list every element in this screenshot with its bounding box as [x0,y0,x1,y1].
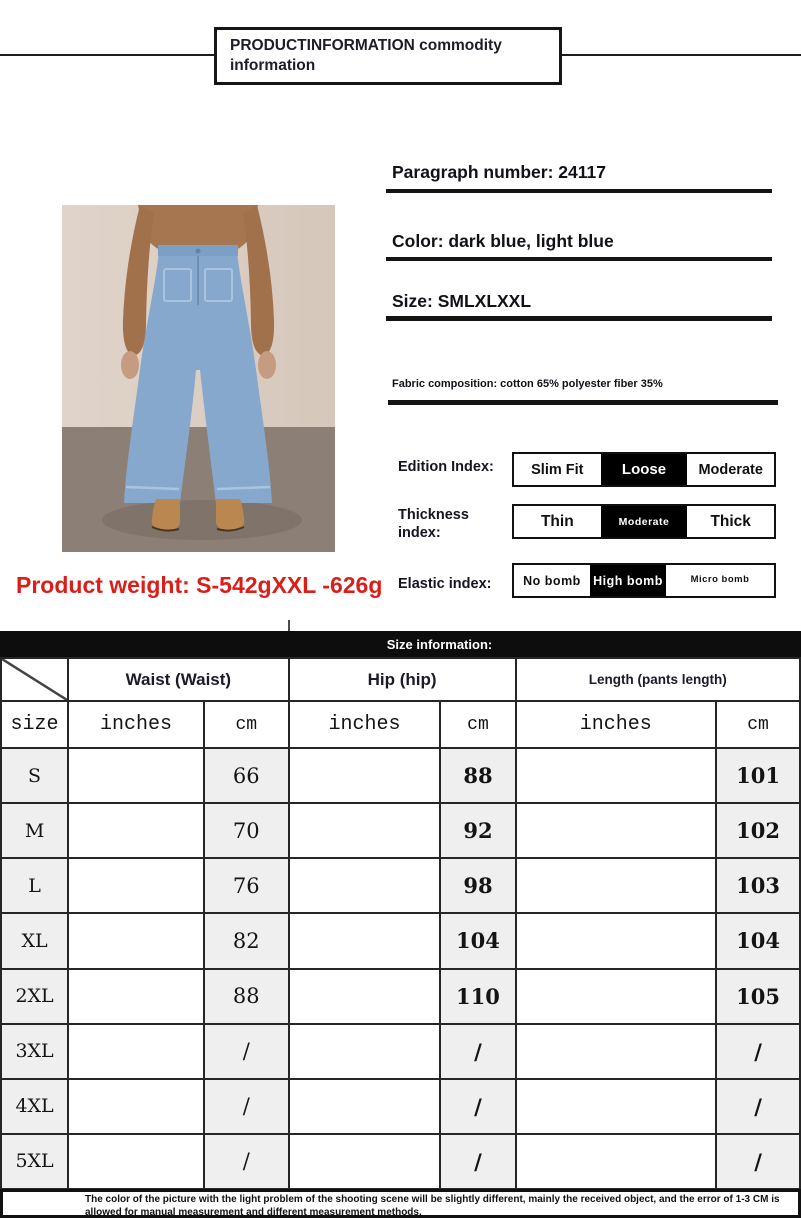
elastic-option-high-bomb-selected: High bomb [590,565,666,596]
hip-inches-cell [289,858,441,913]
col-header-hip-cm: cm [440,701,515,748]
table-row [1,748,800,803]
table-row [1,1024,800,1079]
size-label-cell: 3XL [1,1024,68,1079]
edition-option-slim-fit: Slim Fit [531,461,584,478]
hip-inches-cell [289,1134,441,1189]
length-cm-cell: 102 [716,803,800,858]
hip-inches-cell [289,913,441,968]
waist-inches-cell [68,1134,204,1189]
length-cm-cell: / [716,1079,800,1134]
waist-inches-cell [68,803,204,858]
waist-inches-cell [68,748,204,803]
waist-cm-cell: / [204,1079,289,1134]
product-photo [62,205,335,552]
length-inches-cell [516,748,717,803]
length-inches-cell [516,803,717,858]
hip-cm-cell: / [440,1134,515,1189]
waist-inches-cell [68,858,204,913]
hip-cm-cell: 104 [440,913,515,968]
hip-inches-cell [289,803,441,858]
underline [386,257,772,261]
product-weight: Product weight: S-542gXXL -626g [16,572,383,598]
waist-inches-cell [68,1079,204,1134]
hip-cm-cell: 98 [440,858,515,913]
waist-inches-cell [68,1024,204,1079]
length-cm-cell: / [716,1024,800,1079]
waist-inches-cell [68,913,204,968]
page-title: PRODUCTINFORMATION commodity information [230,36,502,74]
length-cm-cell: 101 [716,748,800,803]
size-label-cell: S [1,748,68,803]
waist-inches-cell [68,969,204,1024]
table-row [1,1079,800,1134]
group-header-hip: Hip (hip) [289,658,516,701]
group-header-row [1,658,800,701]
waist-cm-cell: 82 [204,913,289,968]
elastic-index-label: Elastic index: [398,576,492,592]
thickness-option-thin: Thin [540,512,574,530]
length-inches-cell [516,969,717,1024]
table-row [1,858,800,913]
disclaimer-note: The color of the picture with the light problem of the shooting scene will be slightly different, mainly the received object, and the error of 1-3 CM is allowed for manual measurement and different measurement methods. [0,1189,801,1218]
diagonal-corner-cell [1,658,68,701]
length-inches-cell [516,913,717,968]
hip-inches-cell [289,1024,441,1079]
size-label-cell: 5XL [1,1134,68,1189]
group-header-length: Length (pants length) [516,658,800,701]
thickness-index-label: Thickness index: [398,507,469,542]
product-color: Color: dark blue, light blue [392,231,614,251]
elastic-option-no-bomb: No bomb [523,573,581,588]
length-cm-cell: 104 [716,913,800,968]
thickness-option-thick: Thick [710,512,751,530]
waist-cm-cell: 88 [204,969,289,1024]
table-row [1,1134,800,1189]
size-information-title: Size information: [386,636,493,652]
hip-cm-cell: / [440,1024,515,1079]
size-label-cell: M [1,803,68,858]
col-header-size: size [1,701,68,748]
elastic-index-bar [512,563,776,598]
hip-inches-cell [289,969,441,1024]
length-inches-cell [516,858,717,913]
underline [386,316,772,321]
hip-cm-cell: 88 [440,748,515,803]
edition-option-loose-selected: Loose [601,454,688,485]
col-header-waist-cm: cm [204,701,289,748]
fabric-composition: Fabric composition: cotton 65% polyester fiber 35% [392,378,663,390]
waist-cm-cell: 76 [204,858,289,913]
table-row [1,803,800,858]
elastic-option-micro-bomb: Micro bomb [690,574,750,586]
jeans-photo-illustration [62,205,335,552]
edition-index-label: Edition Index: [398,459,494,475]
size-label-cell: 4XL [1,1079,68,1134]
length-inches-cell [516,1134,717,1189]
edition-option-moderate: Moderate [698,461,763,478]
col-header-length-cm: cm [716,701,800,748]
waist-cm-cell: / [204,1024,289,1079]
hip-inches-cell [289,748,441,803]
length-cm-cell: 105 [716,969,800,1024]
hip-cm-cell: / [440,1079,515,1134]
table-row [1,913,800,968]
length-cm-cell: / [716,1134,800,1189]
thickness-option-moderate-selected: Moderate [601,506,688,537]
size-label-cell: 2XL [1,969,68,1024]
waist-cm-cell: 70 [204,803,289,858]
table-row [1,969,800,1024]
page-title-box [214,27,562,85]
hip-cm-cell: 110 [440,969,515,1024]
col-header-length-inches: inches [516,701,717,748]
waist-cm-cell: 66 [204,748,289,803]
length-inches-cell [516,1024,717,1079]
hip-inches-cell [289,1079,441,1134]
underline [386,189,772,193]
size-label-cell: L [1,858,68,913]
col-header-hip-inches: inches [289,701,441,748]
group-header-waist: Waist (Waist) [68,658,289,701]
hip-cm-cell: 92 [440,803,515,858]
size-table-body [1,658,800,1189]
size-table [0,657,801,1190]
product-size: Size: SMLXLXXL [392,291,532,311]
diagonal-line [2,659,67,700]
underline [388,400,778,405]
size-label-cell: XL [1,913,68,968]
col-header-waist-inches: inches [68,701,204,748]
column-header-row [1,701,800,748]
paragraph-number: Paragraph number: 24117 [392,162,606,182]
thickness-index-bar [512,504,776,539]
edition-index-bar [512,452,776,487]
length-cm-cell: 103 [716,858,800,913]
length-inches-cell [516,1079,717,1134]
waist-cm-cell: / [204,1134,289,1189]
size-information-header [0,631,801,657]
